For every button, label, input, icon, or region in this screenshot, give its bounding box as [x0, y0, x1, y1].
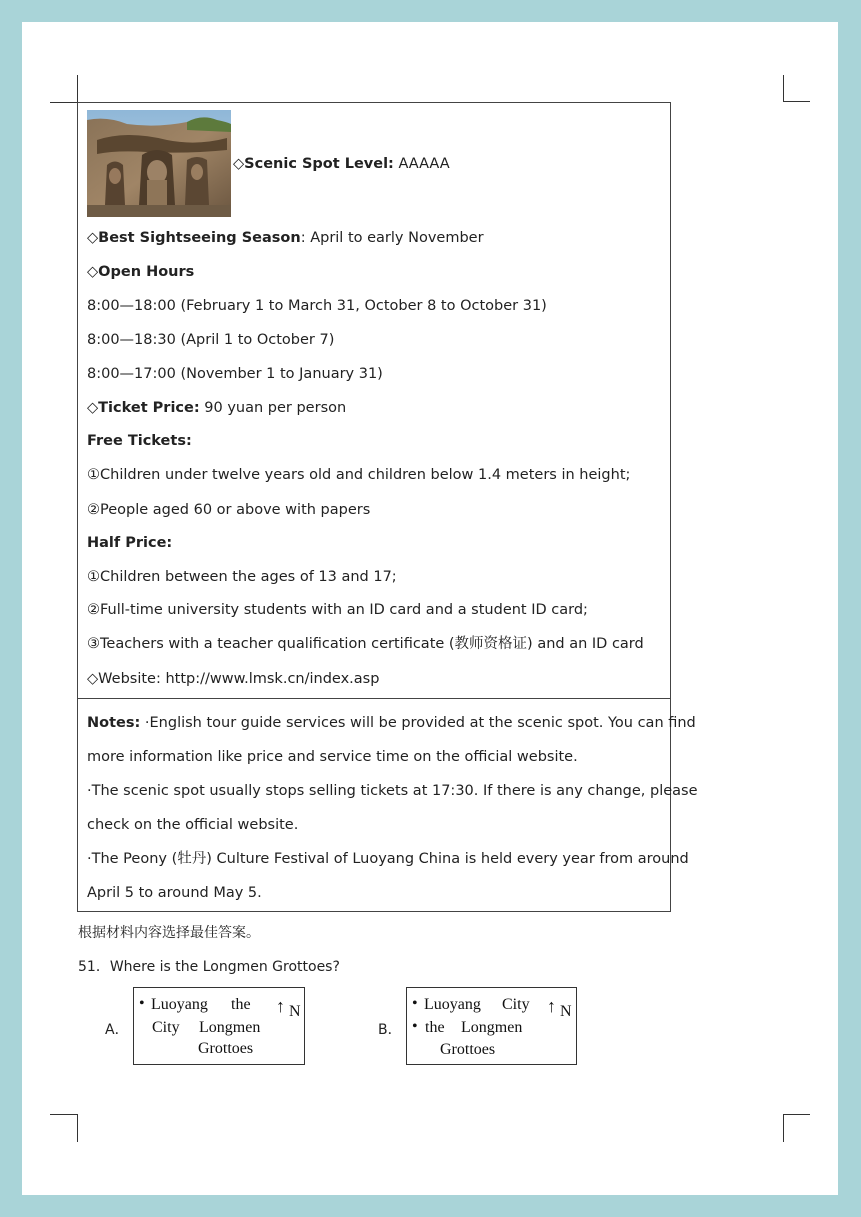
north-label: N	[289, 1003, 301, 1020]
half-price-item: ②Full-time university students with an ID card and a student ID card;	[87, 602, 588, 618]
half-price-item: ①Children between the ages of 13 and 17;	[87, 569, 397, 585]
notes-text: ·English tour guide services will be provided at the scenic spot. You can find	[140, 715, 696, 731]
instruction-text: 根据材料内容选择最佳答案。	[78, 925, 260, 941]
notes-line: check on the official website.	[87, 817, 299, 833]
map-text: Grottoes	[198, 1040, 254, 1057]
north-label: N	[560, 1003, 572, 1020]
diamond-bullet: ◇	[87, 230, 99, 246]
map-text: Longmen	[461, 1019, 523, 1036]
option-a-map[interactable]	[133, 987, 305, 1065]
notes-line: more information like price and service time on the official website.	[87, 749, 578, 765]
hours-line: 8:00—18:00 (February 1 to March 31, October 8 to October 31)	[87, 298, 547, 314]
half-price-item: ③Teachers with a teacher qualification certificate (教师资格证) and an ID card	[87, 636, 644, 652]
crop-mark-top-right-v	[783, 75, 784, 102]
grottoes-dot: •	[412, 1018, 418, 1035]
season-label: Best Sightseeing Season	[98, 230, 301, 246]
scenic-level-value: AAAAA	[393, 156, 450, 172]
map-text: Longmen	[199, 1019, 261, 1036]
map-text: Grottoes	[440, 1041, 496, 1058]
notes-label: Notes:	[87, 715, 141, 731]
map-text: Luoyang	[424, 996, 481, 1013]
scenic-level-label: Scenic Spot Level:	[244, 156, 394, 172]
scenic-level-line	[233, 155, 450, 173]
map-text: City	[152, 1019, 180, 1036]
notes-line: April 5 to around May 5.	[87, 885, 262, 901]
open-hours-heading	[87, 263, 194, 281]
crop-mark-bottom-right-h	[783, 1114, 810, 1115]
option-a-label[interactable]: A．	[105, 1022, 129, 1038]
notes-line: ·The scenic spot usually stops selling tickets at 17:30. If there is any change, please	[87, 783, 698, 799]
crop-mark-bottom-left-v	[77, 1114, 78, 1142]
map-text: the	[231, 996, 251, 1013]
map-text: City	[502, 996, 530, 1013]
crop-mark-bottom-right-v	[783, 1114, 784, 1142]
option-b-map[interactable]	[406, 987, 577, 1065]
hours-line: 8:00—18:30 (April 1 to October 7)	[87, 332, 335, 348]
season-line	[87, 229, 484, 247]
grottoes-photo	[87, 110, 231, 217]
hours-line: 8:00—17:00 (November 1 to January 31)	[87, 366, 383, 382]
notes-divider	[77, 698, 671, 699]
free-ticket-item: ①Children under twelve years old and children below 1.4 meters in height;	[87, 467, 631, 483]
half-price-heading	[87, 534, 172, 552]
crop-mark-top-left-h	[50, 102, 78, 103]
notes-line: ·The Peony (牡丹) Culture Festival of Luoyang China is held every year from around	[87, 851, 689, 867]
ticket-price-line	[87, 399, 346, 417]
diamond-bullet: ◇	[233, 156, 245, 172]
half-price-label: Half Price:	[87, 535, 173, 551]
map-text: the	[425, 1019, 445, 1036]
free-ticket-item: ②People aged 60 or above with papers	[87, 502, 371, 518]
diamond-bullet: ◇	[87, 264, 99, 280]
map-text: Luoyang	[151, 996, 208, 1013]
website-line	[87, 670, 379, 688]
crop-mark-top-left-v	[77, 75, 78, 103]
crop-mark-bottom-left-h	[50, 1114, 78, 1115]
diamond-bullet: ◇	[87, 400, 99, 416]
free-tickets-heading	[87, 432, 192, 450]
diamond-bullet: ◇	[87, 671, 99, 687]
open-hours-label: Open Hours	[98, 264, 195, 280]
ticket-price-value: 90 yuan per person	[199, 400, 347, 416]
city-dot: •	[139, 995, 145, 1012]
notes-line	[87, 714, 696, 732]
option-b-label[interactable]: B．	[378, 1022, 402, 1038]
question-51: 51．Where is the Longmen Grottoes?	[78, 959, 340, 975]
website-text: Website: http://www.lmsk.cn/index.asp	[98, 671, 380, 687]
ticket-price-label: Ticket Price:	[98, 400, 200, 416]
free-tickets-label: Free Tickets:	[87, 433, 192, 449]
city-dot: •	[412, 995, 418, 1012]
crop-mark-top-right-h	[783, 101, 810, 102]
season-value: : April to early November	[300, 230, 484, 246]
north-arrow-icon: ↑	[276, 996, 285, 1016]
north-arrow-icon: ↑	[547, 996, 556, 1016]
